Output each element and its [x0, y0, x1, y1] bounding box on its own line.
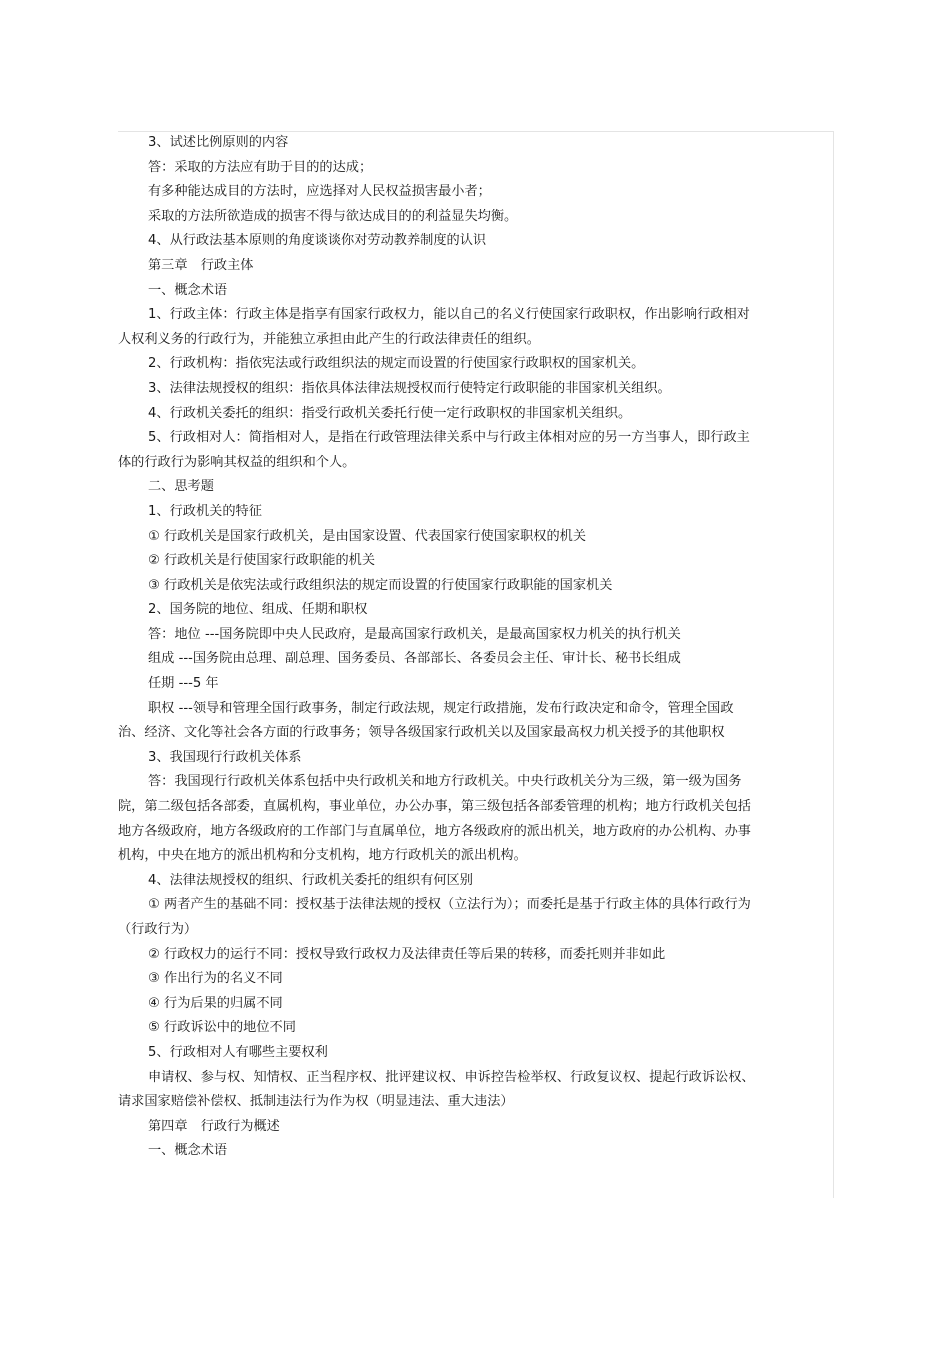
answer-line: 任期 ---5 年	[148, 676, 219, 692]
section-heading-questions: 二、思考题	[148, 479, 214, 495]
list-item: ⑤ 行政诉讼中的地位不同	[148, 1020, 296, 1036]
list-item: ③ 作出行为的名义不同	[148, 971, 283, 987]
question-title: 5、行政相对人有哪些主要权利	[148, 1044, 328, 1060]
answer-line: 有多种能达成目的方法时，应选择对人民权益损害最小者；	[148, 184, 491, 200]
section-heading-terms: 一、概念术语	[148, 282, 228, 298]
question-3-title: 3、试述比例原则的内容	[148, 135, 289, 150]
term-definition: 4、行政机关委托的组织：指受行政机关委托行使一定行政职权的非国家机关组织。	[148, 405, 632, 421]
term-definition: 2、行政机构：指依宪法或行政组织法的规定而设置的行使国家行政职权的国家机关。	[148, 356, 645, 372]
term-definition: 1、行政主体：行政主体是指享有国家行政权力，能以自己的名义行使国家行政职权，作出影响行政相对人权利义务的行政行为，并能独立承担由此产生的行政法律责任的组织。	[118, 307, 750, 347]
list-item: ① 行政机关是国家行政机关，是由国家设置、代表国家行使国家职权的机关	[148, 528, 587, 544]
answer-line: 职权 ---领导和管理全国行政事务，制定行政法规，规定行政措施，发布行政决定和命令，管理全国政治、经济、文化等社会各方面的行政事务；领导各级国家行政机关以及国家最高权力机关授予的其他职权	[118, 700, 734, 741]
question-title: 1、行政机关的特征	[148, 503, 262, 519]
question-title: 4、法律法规授权的组织、行政机关委托的组织有何区别	[148, 872, 473, 888]
page-frame-right-border	[833, 131, 834, 1198]
list-item: ③ 行政机关是依宪法或行政组织法的规定而设置的行使国家行政职能的国家机关	[148, 577, 613, 593]
question-title: 2、国务院的地位、组成、任期和职权	[148, 602, 368, 618]
answer-line: 答：地位 ---国务院即中央人民政府，是最高国家行政机关，是最高国家权力机关的执行机关	[148, 626, 681, 642]
list-item: ④ 行为后果的归属不同	[148, 995, 283, 1011]
question-4-title: 4、从行政法基本原则的角度谈谈你对劳动教养制度的认识	[148, 233, 487, 249]
answer-line: 答：我国现行行政机关体系包括中央行政机关和地方行政机关。中央行政机关分为三级，第一级为国务院，第二级包括各部委，直属机构，事业单位，办公办事，第三级包括各部委管理的机构；地方行政机关包括地方各级政府，地方各级政府的工作部门与直属单位，地方各级政府的派出机关，地方政府的办公机构、办事机构，中央在地方的派出机构和分支机构，地方行政机关的派出机构。	[118, 774, 751, 864]
chapter-3-heading: 第三章 行政主体	[148, 257, 254, 273]
list-item: ② 行政权力的运行不同：授权导致行政权力及法律责任等后果的转移，而委托则并非如此	[148, 946, 666, 962]
chapter-4-heading: 第四章 行政行为概述	[148, 1118, 280, 1134]
term-definition: 3、法律法规授权的组织：指依具体法律法规授权而行使特定行政职能的非国家机关组织。	[148, 380, 671, 396]
answer-line: 采取的方法所欲造成的损害不得与欲达成目的的利益显失均衡。	[148, 208, 518, 224]
question-title: 3、我国现行行政机关体系	[148, 749, 302, 765]
list-item: ① 两者产生的基础不同：授权基于法律法规的授权（立法行为）；而委托是基于行政主体的具体行政行为（行政行为）	[118, 897, 751, 937]
term-definition: 5、行政相对人：简指相对人，是指在行政管理法律关系中与行政主体相对应的另一方当事人，即行政主体的行政行为影响其权益的组织和个人。	[118, 430, 750, 470]
document-body	[118, 131, 758, 1164]
section-heading-terms: 一、概念术语	[148, 1143, 228, 1159]
answer-line: 答：采取的方法应有助于目的的达成；	[148, 159, 373, 175]
answer-line: 组成 ---国务院由总理、副总理、国务委员、各部部长、各委员会主任、审计长、秘书长组成	[148, 651, 681, 667]
answer-line: 申请权、参与权、知情权、正当程序权、批评建议权、申诉控告检举权、行政复议权、提起行政诉讼权、请求国家赔偿补偿权、抵制违法行为作为权（明显违法、重大违法）	[118, 1069, 755, 1110]
list-item: ② 行政机关是行使国家行政职能的机关	[148, 553, 376, 569]
